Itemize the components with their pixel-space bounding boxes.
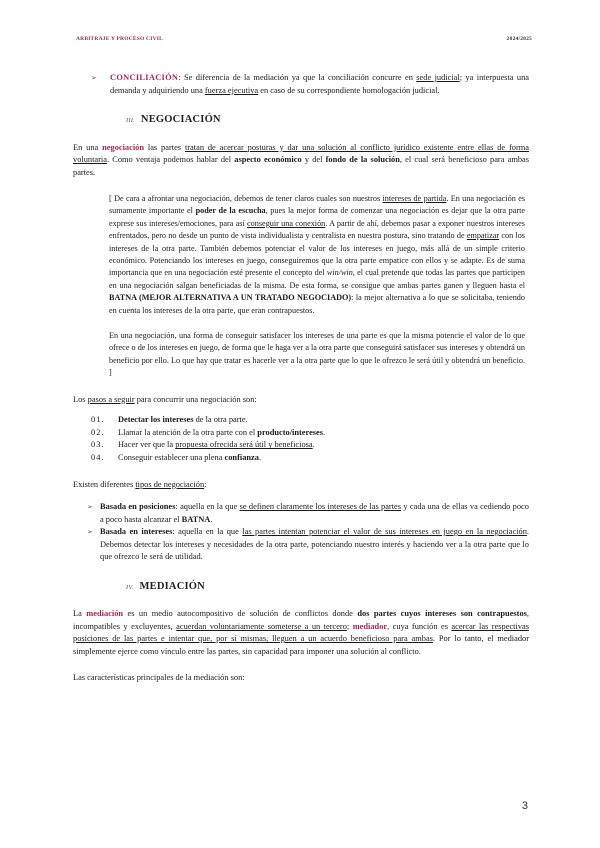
section-heading-mediacion	[126, 581, 529, 595]
running-header-year: 2024/2025	[506, 36, 532, 42]
section-heading-negociacion	[126, 114, 529, 128]
mediacion-paragraph: La mediación es un medio autocompositivo de solución de conflictos donde dos partes cuyos intereses son contrapuestos, incompatibles y excluyentes, acuerdan voluntariamente someterse a un tercero; mediador, cuya función es acercar las respectivas posiciones de las partes e intentar que, por sí mismas, lleguen a un acuerdo beneficioso para ambas. Por lo tanto, el mediador simplemente ejerce como vínculo entre las partes, sin capacidad para imponer una solución al conflicto.	[73, 609, 529, 656]
section-title: MEDIACIÓN	[139, 580, 205, 592]
list-item: ➢ Basada en posiciones: aquella en la que se definen claramente los intereses de las partes y cada una de ellas va cediendo poco a poco hasta alcanzar el BATNA.	[87, 501, 529, 526]
caracteristicas-intro: Las características principales de la mediación son:	[73, 673, 245, 683]
section-number: III.	[126, 117, 135, 124]
list-item: 01. Detectar los intereses de la otra parte.	[91, 415, 248, 425]
arrow-bullet-icon: ➢	[91, 74, 97, 82]
section-number: IV.	[126, 583, 134, 591]
tipos-intro: Existen diferentes tipos de negociación:	[73, 479, 207, 489]
conciliacion-paragraph: ➢ CONCILIACIÓN: Se diferencia de la mediación ya que la conciliación concurre en sede judicial; ya interpuesta una demanda y adquiriendo una fuerza ejecutiva en caso de su correspondiente homologación judicial.	[91, 73, 529, 95]
list-item: 02. Llamar la atención de la otra parte con el producto/intereses.	[91, 427, 326, 437]
page-number: 3	[521, 800, 528, 812]
pasos-list	[91, 414, 529, 464]
list-item: 04. Conseguir establecer una plena confianza.	[91, 452, 262, 462]
page-content	[73, 70, 529, 685]
negociacion-intro: En una negociación las partes tratan de acercar posturas y dar una solución al conflicto jurídico existente entre ellas de forma voluntaria. Como ventaja podemos hablar del aspecto económico y del fondo de la solución, el cual será beneficioso para ambas partes.	[73, 142, 529, 177]
list-item: ➢ Basada en intereses: aquella en la que las partes intentan potenciar el valor de sus intereses en juego en la negociación. Debemos detectar los intereses y necesidades de la otra parte, potenciando nuestro interés y haciendo ver a la otra parte que lo que ofrezco le será de utilidad.	[87, 526, 529, 564]
section-title: NEGOCIACIÓN	[140, 114, 221, 125]
negociacion-quote-block	[109, 193, 525, 380]
list-item: 03. Hacer ver que la propuesta ofrecida será útil y beneficiosa.	[91, 440, 315, 450]
tipos-list	[87, 501, 529, 564]
arrow-bullet-icon: ➢	[87, 503, 93, 512]
quote-paragraph: [ De cara a afrontar una negociación, debemos de tener claros cuales son nuestros intereses de partida. En una negociación es sumamente importante el poder de la escucha, pues la mejor forma de comenzar una negociación es dejar que la otra parte exprese sus intereses/emociones, para así conseguir una conexión. A partir de ahí, debemos pasar a exponer nuestros intereses enfrentados, pero no desde un punto de vista individualista y centralista en nuestra postura, sino tratando de empatizar con los intereses de la otra parte. También debemos potenciar el valor de los intereses en juego, más allá de un simple criterio económico. Potenciando los intereses en juego, conseguiremos que la otra parte empatice con ellos y se adapte. Es de suma importancia que en una negociación esté presente el concepto del win/win, el cual pretende que todas las partes que participen en una negociación salgan beneficiadas de la misma. De esta forma, se consigue que ambas partes ganen y lleguen hasta el BATNA (MEJOR ALTERNATIVA A UN TRATADO NEGOCIADO): la mejor alternativa a lo que se solicitaba, teniendo en cuenta los intereses de la otra parte, que eran contrapuestos.	[109, 194, 526, 315]
pasos-intro: Los pasos a seguir para concurrir una negociación son:	[73, 394, 257, 404]
running-header-course: ARBITRAJE Y PROCESO CIVIL	[76, 36, 163, 42]
quote-paragraph: En una negociación, una forma de conseguir satisfacer los intereses de una parte es que la misma potencie el valor de lo que ofrece o de los intereses en juego, de forma que le haga ver a la otra parte que conseguirá satisfacer sus intereses y obtendrá un beneficio por ello. Lo que hay que tratar es hacerle ver a la otra parte que lo que le ofrezco le será útil y obtendrá un beneficio. ]	[109, 331, 525, 378]
arrow-bullet-icon: ➢	[87, 528, 93, 537]
